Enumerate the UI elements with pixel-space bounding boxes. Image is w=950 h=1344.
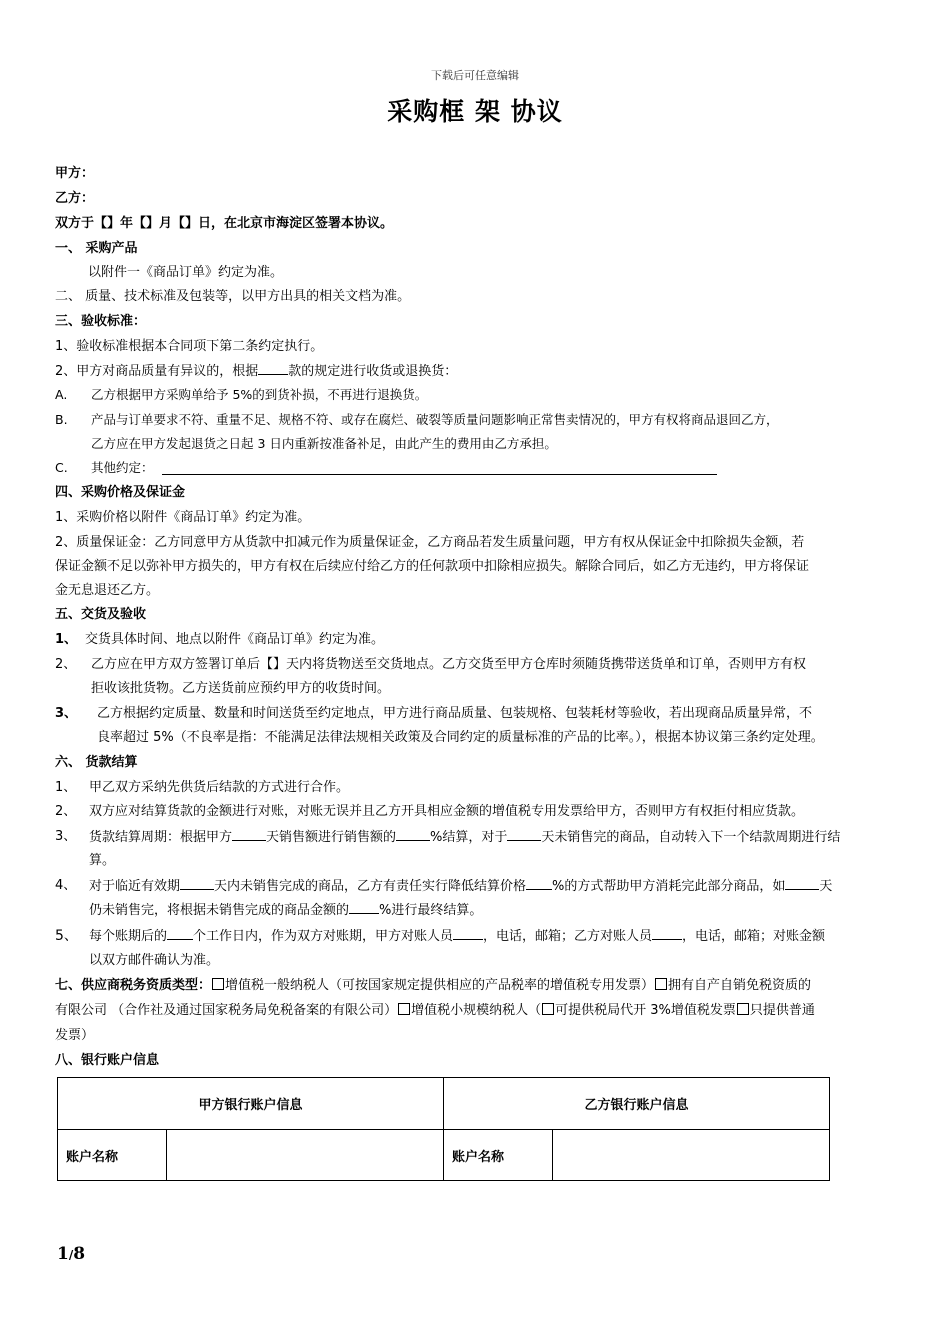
option-small-scale-taxpayer: 增值税小规模纳税人（ [411,1003,542,1018]
section-3-a [55,386,428,404]
list-label: B. [55,412,68,427]
section-4-item-2-line-2: 保证金额不足以弥补甲方损失的，甲方有权在后续应付给乙方的任何款项中扣除相应损失。解除合同后，如乙方无违约，甲方将保证 [55,559,810,574]
text-part: 对于临近有效期 [89,879,181,894]
account-name-label-a: 账户名称 [58,1130,167,1181]
header-note: 下载后可任意编辑 [431,69,519,82]
section-3-item-1: 1、验收标准根据本合同项下第二条约定执行。 [55,339,324,354]
account-name-label-b: 账户名称 [444,1130,553,1181]
option-general-taxpayer: 增值税一般纳税人（可按国家规定提供相应的产品税率的增值税专用发票） [225,978,655,993]
section-4-item-1: 1、采购价格以附件《商品订单》约定为准。 [55,510,311,525]
document-title: 采购框 架 协议 [387,97,563,126]
section-8-title: 八、银行账户信息 [55,1053,160,1068]
section-7-line-2 [55,1002,815,1020]
page-number [57,1244,85,1264]
account-name-value-b[interactable] [553,1130,830,1181]
table-row [58,1130,830,1181]
section-3-b-cont: 乙方应在甲方发起退货之日起 3 日内重新按准备补足，由此产生的费用由乙方承担。 [91,436,557,451]
item-number: 3、 [55,706,78,721]
blank-field [180,877,214,890]
section-3-item-2 [55,362,457,381]
list-label: C. [55,460,68,475]
text-part: %结算，对于 [430,830,508,845]
section-6-item-5 [55,927,826,946]
text-part: %进行最终结算。 [379,903,483,918]
section-5-item-2 [55,656,807,674]
item-number: 5、 [55,928,78,944]
text-part: 天 [819,879,833,894]
table-header-row [58,1078,830,1130]
item-text [89,828,840,847]
blank-field [526,877,552,890]
section-3-title: 三、验收标准： [55,314,147,329]
party-b-bank-header: 乙方银行账户信息 [444,1078,830,1130]
section-3-item-2-b: 款的规定进行收货或退换货： [288,364,458,379]
section-3-item-2-a: 2、甲方对商品质量有异议的，根据 [55,364,259,379]
item-number: 1、 [55,780,77,795]
section-6-item-1 [55,779,350,797]
section-6-item-4-cont [89,901,482,920]
section-4-item-2-line-3: 金无息退还乙方。 [55,583,160,598]
text-part: 天未销售完的商品，自动转入下一个结款周期进行结 [541,830,841,845]
page-current: 1 [57,1244,69,1264]
item-text [89,877,832,896]
blank-field [167,927,193,940]
text-part: ，电话，邮箱；乙方对账人员 [483,929,653,944]
list-label: A. [55,387,68,402]
text-part: 每个账期后的 [89,929,168,944]
section-5-item-2-cont: 拒收该批货物。乙方送货前应预约甲方的收货时间。 [91,681,391,696]
section-7-title: 七、供应商税务资质类型： [55,978,212,993]
item-number: 1、 [55,632,78,647]
section-5-item-3-cont: 良率超过 5%（不良率是指：不能满足法律法规相关政策及合同约定的质量标准的产品的比率。），根据本协议第三条约定处理。 [97,730,824,745]
list-text: 产品与订单要求不符、重量不足、规格不符、或存在腐烂、破裂等质量问题影响正常售卖情况的，甲方有权将商品退回乙方， [91,412,779,427]
item-text: 乙方根据约定质量、数量和时间送货至约定地点，甲方进行商品质量、包装规格、包装耗材等验收，若出现商品质量异常，不 [97,706,813,721]
party-a-bank-header: 甲方银行账户信息 [58,1078,444,1130]
text-part: %的方式帮助甲方消耗完此部分商品，如 [552,879,786,894]
page-total: 8 [73,1244,86,1264]
section-6-title: 六、 货款结算 [55,755,138,770]
section-1-body: 以附件一《商品订单》约定为准。 [88,265,284,280]
section-1-title: 一、 采购产品 [55,241,138,256]
section-5-item-1 [55,631,385,649]
section-3-b [55,411,779,429]
section-4-title: 四、采购价格及保证金 [55,485,186,500]
text-part: 货款结算周期：根据甲方 [89,830,233,845]
checkbox-small-scale-taxpayer[interactable] [398,1003,410,1015]
option-3pct-invoice: 可提供税局代开 3%增值税发票 [555,1003,736,1018]
item-text [89,927,825,946]
text-part: 天销售额进行销售额的 [266,830,397,845]
checkbox-general-taxpayer[interactable] [212,978,224,990]
section-2-title: 二、 质量、技术标准及包装等，以甲方出具的相关文档为准。 [55,289,411,304]
blank-field [258,362,288,375]
section-6-item-2 [55,803,805,821]
blank-field [396,828,430,841]
bank-account-table [57,1077,830,1181]
other-terms-line [162,462,717,475]
party-b-label: 乙方： [55,191,95,206]
section-5-item-3 [55,705,813,723]
section-6-item-3-cont: 算。 [89,853,116,868]
section-7-line-3: 发票） [55,1028,95,1043]
signing-statement: 双方于【】年【】月【】日，在北京市海淀区签署本协议。 [55,216,394,231]
blank-field [349,901,379,914]
checkbox-ordinary-invoice[interactable] [737,1003,749,1015]
item-text: 甲乙双方采纳先供货后结款的方式进行合作。 [89,780,350,795]
item-number: 2、 [55,657,77,672]
blank-field [652,927,682,940]
account-name-value-a[interactable] [167,1130,444,1181]
option-ordinary-invoice: 只提供普通 [749,1003,815,1018]
text-part: 仍未销售完，将根据未销售完成的商品金额的 [89,903,350,918]
blank-field [232,828,266,841]
option-self-produced-exempt: 拥有自产自销免税资质的 [668,978,812,993]
section-4-item-2-line-1: 2、质量保证金：乙方同意甲方从货款中扣减元作为质量保证金，乙方商品若发生质量问题，甲方有权从保证金中扣除损失金额，若 [55,535,805,550]
party-a-label: 甲方： [55,166,95,181]
text-part: 天内未销售完成的商品，乙方有责任实行降低结算价格 [214,879,527,894]
checkbox-3pct-invoice[interactable] [542,1003,554,1015]
text-part: 个工作日内，作为双方对账期，甲方对账人员 [193,929,454,944]
item-number: 2、 [55,804,77,819]
section-5-title: 五、交货及验收 [55,607,147,622]
blank-field [785,877,819,890]
item-text: 乙方应在甲方双方签署订单后【】天内将货物送至交货地点。乙方交货至甲方仓库时须随货携带送货单和订单，否则甲方有权 [91,657,807,672]
item-number: 3、 [55,829,77,844]
blank-field [453,927,483,940]
item-text: 双方应对结算货款的金额进行对账，对账无误并且乙方开具相应金额的增值税专用发票给甲方，否则甲方有权拒付相应货款。 [89,804,805,819]
section-6-item-5-cont: 以双方邮件确认为准。 [89,953,220,968]
text-part: ，电话，邮箱；对账金额 [682,929,826,944]
page-separator: / [68,1248,74,1262]
list-text: 其他约定： [91,460,154,475]
section-3-c [55,459,154,477]
checkbox-self-produced-exempt[interactable] [655,978,667,990]
blank-field [507,828,541,841]
item-text: 交货具体时间、地点以附件《商品订单》约定为准。 [85,632,385,647]
list-text: 乙方根据甲方采购单给予 5%的到货补损，不再进行退换货。 [91,387,428,402]
option-exempt-detail: 有限公司 （合作社及通过国家税务局免税备案的有限公司） [55,1003,398,1018]
section-7-line-1 [55,977,811,995]
section-6-item-3 [55,828,841,846]
section-6-item-4 [55,877,833,895]
item-number: 4、 [55,878,77,893]
